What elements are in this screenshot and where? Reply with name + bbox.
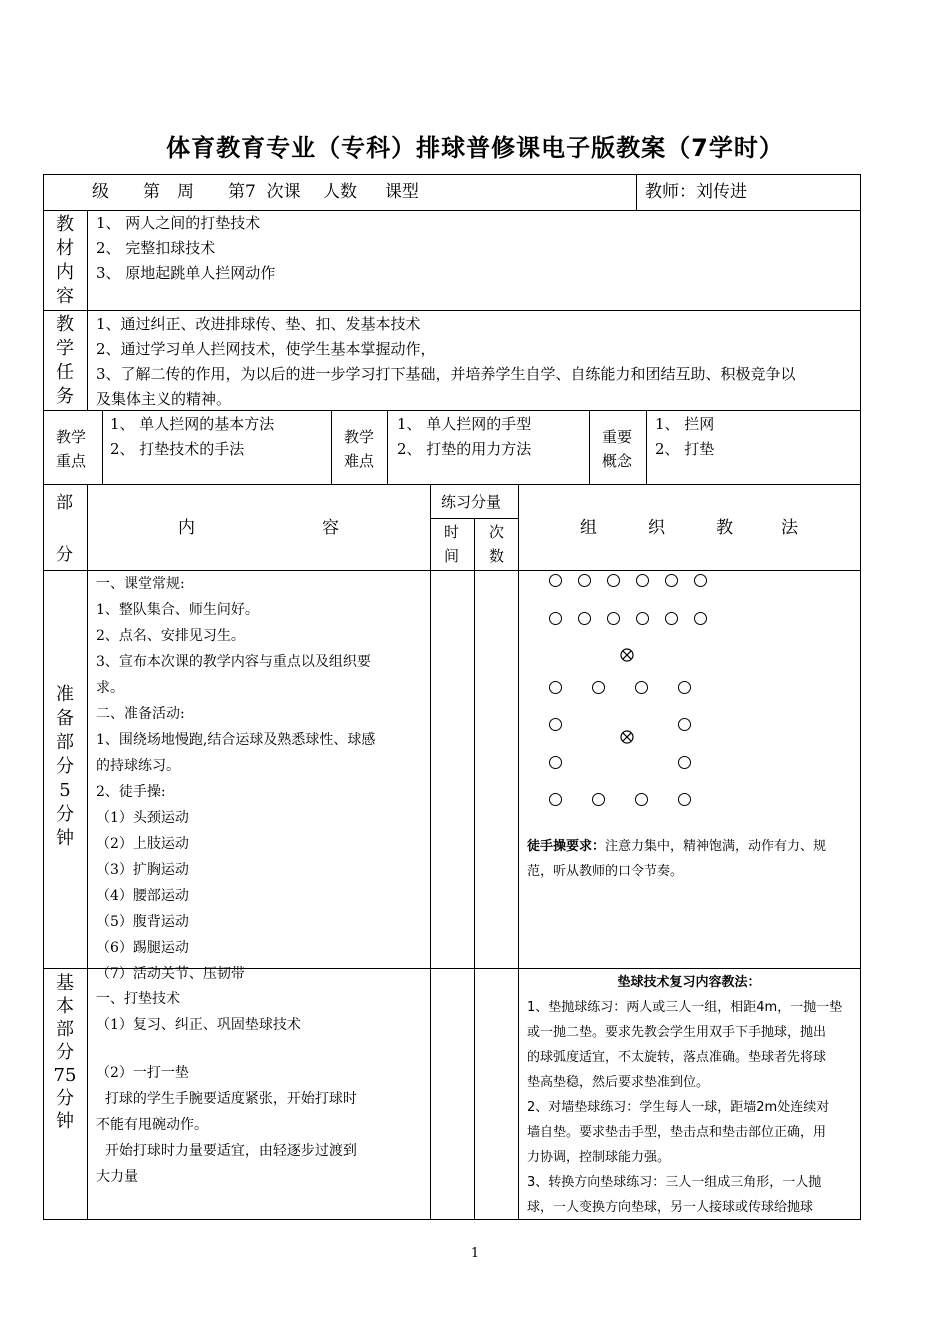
basic-label: 基 本 部 分 75 分 钟 [53,973,77,1132]
prep-line: （4）腰部运动 [96,888,189,904]
student-circle-icon [665,612,678,625]
prep-label: 准 备 部 分 5 分 钟 [56,684,74,849]
prep-line: 2、点名、安排见习生。 [96,628,245,644]
method-header-char: 法 [781,518,798,538]
method-header-char: 教 [716,518,733,538]
student-circle-icon [592,681,605,694]
col-divider [636,174,637,210]
task-item: 2、通过学习单人拦网技术，使学生基本掌握动作， [96,340,436,358]
col-divider [589,410,590,484]
basic-line: 打球的学生手腕要适度紧张，开始打球时 [96,1091,357,1107]
student-circle-icon [665,574,678,587]
requirement-text: 范，听从教师的口令节奏。 [527,864,684,879]
method-line: 的球弧度适宜，不太旋转，落点准确。垫球者先将球 [527,1050,827,1065]
student-circle-icon [678,793,691,806]
method-line: 3、转换方向垫球练习：三人一组成三角形，一人抛 [527,1175,822,1190]
student-circle-icon [635,793,648,806]
student-circle-icon [549,681,562,694]
student-circle-icon [678,681,691,694]
col-divider [474,518,475,1220]
method-line: 或一抛二垫。要求先教会学生用双手下手抛球，抛出 [527,1025,827,1040]
method-line: 墙自垫。要求垫击手型，垫击点和垫击部位正确，用 [527,1125,827,1140]
student-circle-icon [607,612,620,625]
teacher-marker-icon [620,648,634,662]
requirement-text: 注意力集中，精神饱满，动作有力、规 [605,839,827,854]
student-circle-icon [549,574,562,587]
key-point-item: 1、 单人拦网的基本方法 [110,415,275,433]
prep-line: 一、课堂常规: [96,576,185,592]
student-circle-icon [578,574,591,587]
student-circle-icon [607,574,620,587]
student-circle-icon [549,718,562,731]
calisthenics-requirement [527,834,857,884]
task-label: 教 学 任 务 [56,314,74,407]
student-circle-icon [694,574,707,587]
method-header-char: 织 [648,518,665,538]
method-header-char: 组 [580,518,597,538]
material-item: 3、 原地起跳单人拦网动作 [96,264,276,282]
basic-line: 不能有甩碗动作。 [96,1117,208,1133]
prep-line: 2、徒手操: [96,784,166,800]
student-circle-icon [678,718,691,731]
difficulty-label: 教学 难点 [344,428,375,470]
student-circle-icon [592,793,605,806]
concept-label: 重要 概念 [602,428,633,470]
prep-line: （6）踢腿运动 [96,940,189,956]
col-divider [331,410,332,484]
student-circle-icon [636,612,649,625]
student-circle-icon [678,756,691,769]
prep-line: （3）扩胸运动 [96,862,189,878]
prep-line: 1、围绕场地慢跑,结合运球及熟悉球性、球感 [96,732,376,748]
basic-content [96,986,357,1190]
prep-line: （2）上肢运动 [96,836,189,852]
class-info: 级 第 周 第7 次课 人数 课型 [92,182,419,202]
prep-content [96,571,375,987]
method-line: 1、垫抛球练习：两人或三人一组，相距4m，一抛一垫 [527,1000,843,1015]
material-item: 2、 完整扣球技术 [96,239,216,257]
prep-line: 1、整队集合、师生问好。 [96,602,259,618]
task-item: 3、了解二传的作用，为以后的进一步学习打下基础，并培养学生自学、自练能力和团结互助、积极竞争以 [96,365,796,383]
teacher-name: 教师：刘传进 [645,182,747,202]
method-title: 垫球技术复习内容教法： [617,975,761,990]
key-points-label: 教学 重点 [56,428,87,470]
method-line: 垫高垫稳，然后要求垫准到位。 [527,1075,710,1090]
method-content [527,995,857,1220]
method-line: 力协调，控制球能力强。 [527,1150,671,1165]
col-divider [387,410,388,484]
concept-item: 2、 打垫 [655,440,715,458]
basic-line: 大力量 [96,1169,138,1185]
prep-line: （1）头颈运动 [96,810,189,826]
student-circle-icon [694,612,707,625]
content-header-char: 容 [322,518,339,538]
method-line: 球，一人变换方向垫球，另一人接球或传球给抛球 [527,1200,814,1215]
student-circle-icon [636,574,649,587]
page-title: 体育教育专业（专科）排球普修课电子版教案（7学时） [166,134,784,162]
row-divider [43,484,861,485]
basic-line: （2）一打一垫 [96,1065,189,1081]
col-divider [87,210,88,410]
col-divider [646,410,647,484]
basic-line [96,1038,357,1060]
basic-line: 开始打球时力量要适宜，由轻逐步过渡到 [96,1143,357,1159]
col-divider [430,484,431,1220]
student-circle-icon [549,756,562,769]
page-number: 1 [470,1246,480,1261]
prep-line: （7）活动关节、压韧带 [96,966,245,982]
col-divider [518,484,519,1220]
prep-line: 3、宣布本次课的教学内容与重点以及组织要 [96,654,371,670]
basic-line: 一、打垫技术 [96,991,180,1007]
concept-item: 1、 拦网 [655,415,715,433]
row-divider [43,310,861,311]
time-header: 时 间 [444,523,460,565]
difficulty-item: 1、 单人拦网的手型 [397,415,532,433]
prep-line: （5）腹背运动 [96,914,189,930]
count-header: 次 数 [489,523,505,565]
student-circle-icon [549,793,562,806]
student-circle-icon [635,681,648,694]
prep-line: 二、准备活动: [96,706,185,722]
col-divider [87,484,88,1220]
material-item: 1、 两人之间的打垫技术 [96,214,261,232]
requirement-label: 徒手操要求： [527,839,606,854]
basic-line: （1）复习、纠正、巩固垫球技术 [96,1017,301,1033]
prep-line: 求。 [96,680,124,696]
key-point-item: 2、 打垫技术的手法 [110,440,245,458]
student-circle-icon [549,612,562,625]
task-item: 及集体主义的精神。 [96,390,232,408]
teacher-marker-icon [620,730,634,744]
practice-header: 练习分量 [441,493,502,511]
part-header: 部 分 [56,493,73,565]
difficulty-item: 2、 打垫的用力方法 [397,440,532,458]
task-item: 1、通过纠正、改进排球传、垫、扣、发基本技术 [96,315,421,333]
material-label: 教 材 内 容 [56,214,74,307]
col-divider [102,410,103,484]
content-header-char: 内 [178,518,195,538]
method-line: 2、对墙垫球练习：学生每人一球，距墙2m处连续对 [527,1100,830,1115]
student-circle-icon [578,612,591,625]
prep-line: 的持球练习。 [96,758,180,774]
